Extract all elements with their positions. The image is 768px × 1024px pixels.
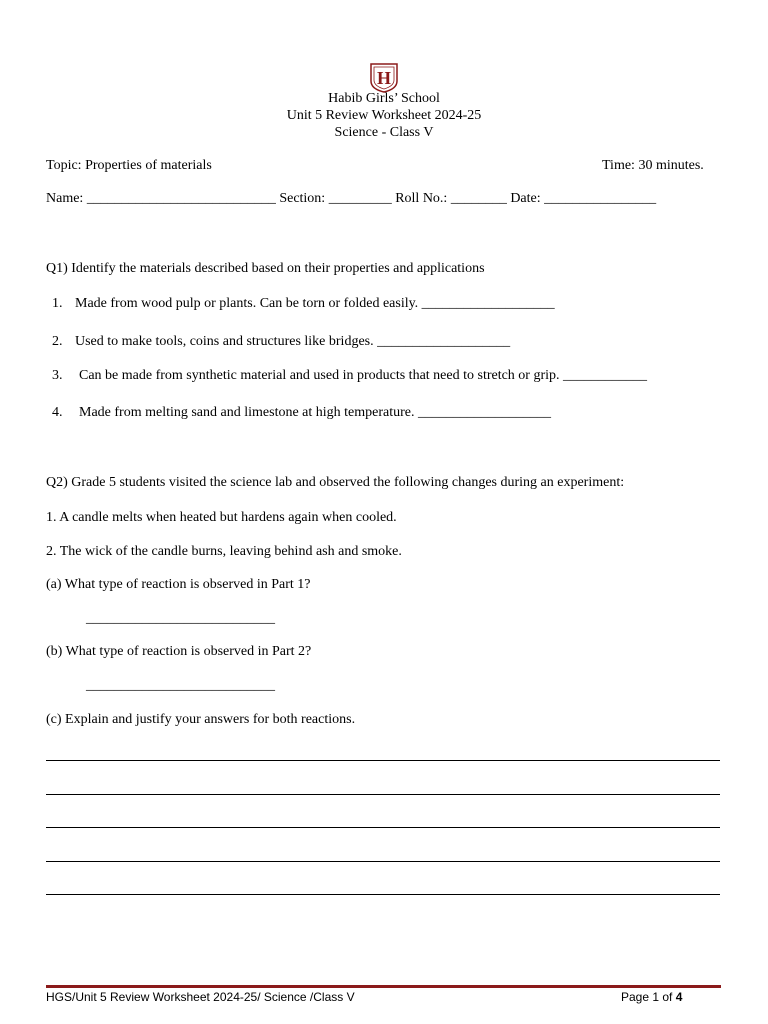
school-shield-icon: [367, 61, 401, 93]
answer-line: [46, 894, 720, 895]
answer-line: [46, 794, 720, 795]
q2-question: Q2) Grade 5 students visited the science lab and observed the following changes during an experiment:: [46, 475, 625, 490]
footer-page-number: [621, 990, 682, 1004]
q1-item-1-text: Made from wood pulp or plants. Can be torn or folded easily. ___________________: [75, 296, 555, 311]
q1-question: Q1) Identify the materials described based on their properties and applications: [46, 261, 485, 276]
q1-item-4-text: Made from melting sand and limestone at high temperature. ___________________: [79, 405, 552, 420]
topic-label: Topic: Properties of materials: [46, 158, 212, 173]
subject-class: Science - Class V: [334, 125, 434, 140]
q2-part-b: (b) What type of reaction is observed in Part 2?: [46, 644, 312, 659]
q2-observation-1: 1. A candle melts when heated but hardens again when cooled.: [46, 510, 397, 525]
q1-item-3-text: Can be made from synthetic material and used in products that need to stretch or grip. ____________: [79, 368, 648, 383]
page-total: 4: [675, 990, 683, 1004]
q1-item-4-number: 4.: [52, 405, 63, 420]
time-label: Time: 30 minutes.: [602, 158, 704, 173]
q1-item-1-number: 1.: [52, 296, 63, 311]
answer-line: [46, 760, 720, 761]
q2-part-b-answer-blank: ___________________________: [86, 678, 275, 693]
page-prefix: Page 1 of: [621, 990, 676, 1004]
footer-document-label: HGS/Unit 5 Review Worksheet 2024-25/ Science /Class V: [46, 990, 355, 1004]
q2-part-a-answer-blank: ___________________________: [86, 611, 275, 626]
q1-item-3-number: 3.: [52, 368, 63, 383]
worksheet-title: Unit 5 Review Worksheet 2024-25: [286, 108, 482, 123]
q1-item-2-text: Used to make tools, coins and structures like bridges. ___________________: [75, 334, 511, 349]
q2-part-a: (a) What type of reaction is observed in Part 1?: [46, 577, 311, 592]
q2-part-c: (c) Explain and justify your answers for both reactions.: [46, 712, 356, 727]
footer-divider: [46, 985, 721, 988]
q1-item-2-number: 2.: [52, 334, 63, 349]
q2-observation-2: 2. The wick of the candle burns, leaving behind ash and smoke.: [46, 544, 402, 559]
school-name: Habib Girls’ School: [328, 91, 440, 106]
answer-line: [46, 861, 720, 862]
answer-line: [46, 827, 720, 828]
logo-letter: H: [376, 68, 392, 88]
student-info-line: Name: ___________________________ Section: _________ Roll No.: ________ Date: ________________: [46, 191, 657, 206]
